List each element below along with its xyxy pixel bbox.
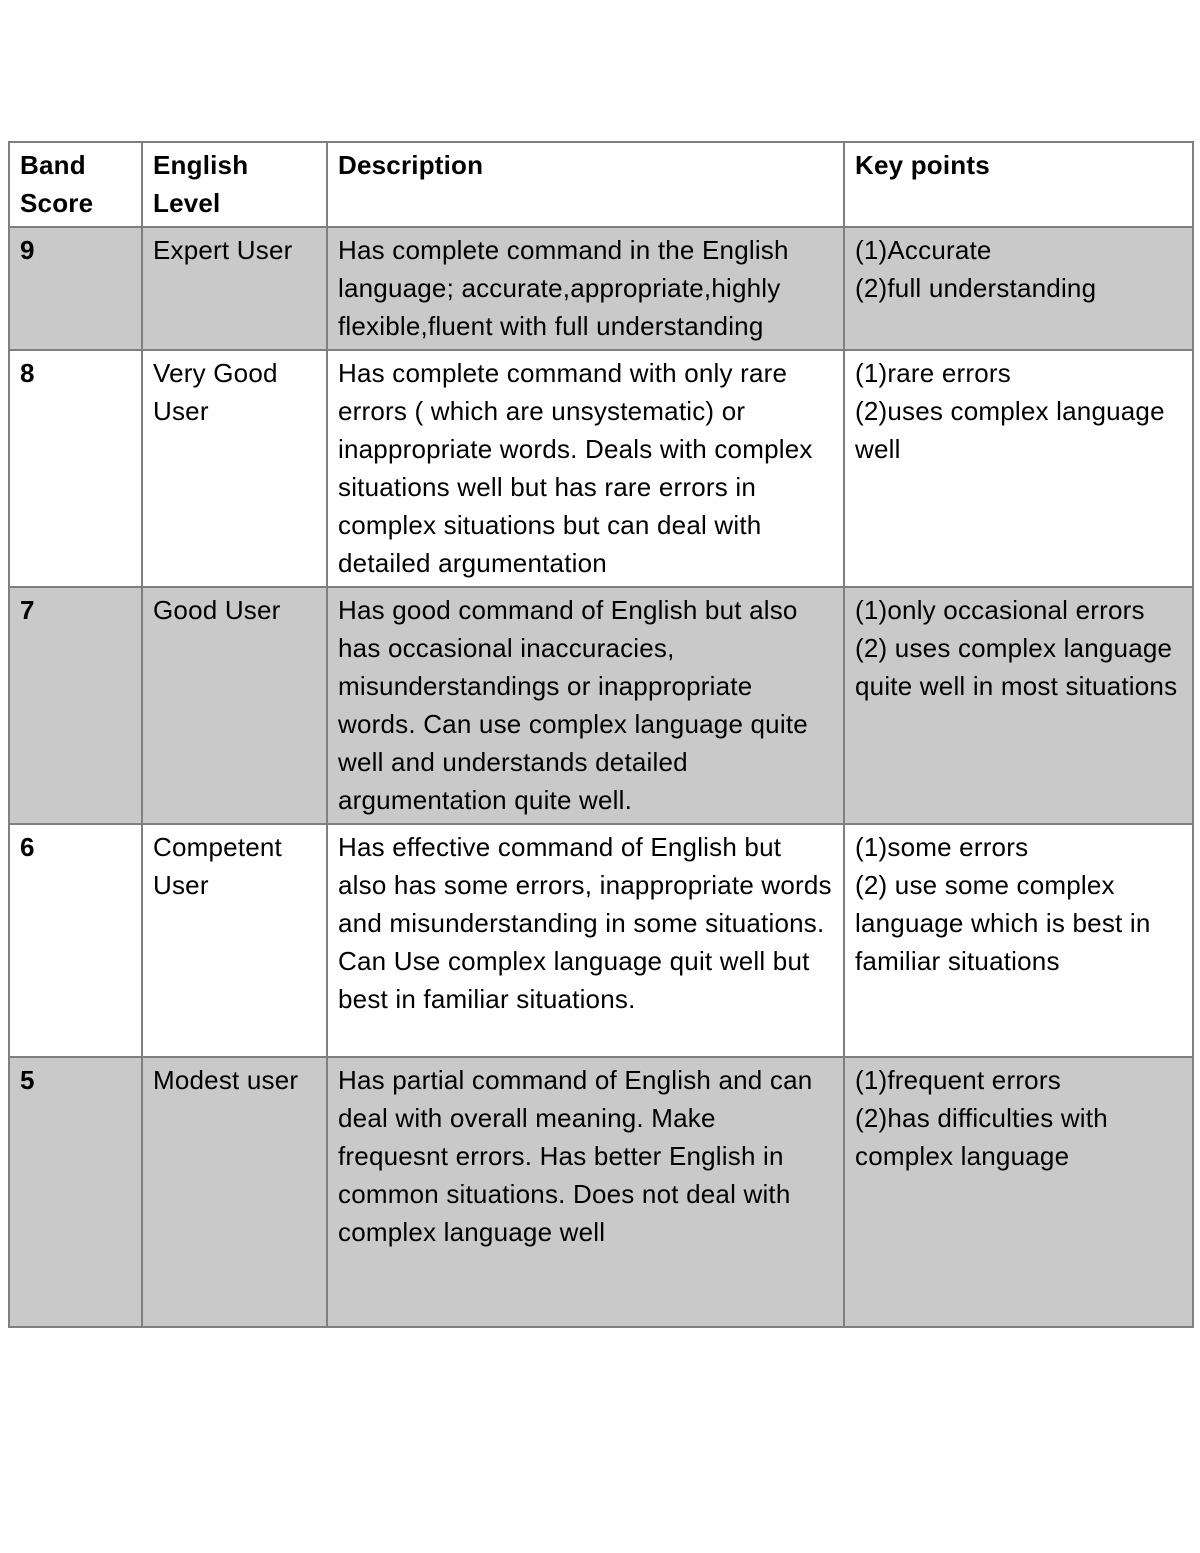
table-row [9, 587, 1193, 824]
description-cell: Has partial command of English and can deal with overall meaning. Make frequesnt errors. Has better English in common situations. Does not deal with complex language well [327, 1057, 844, 1327]
band-score-cell: 7 [9, 587, 142, 824]
english-level-cell: Competent User [142, 824, 327, 1057]
key-point: (1)some errors [855, 832, 1029, 862]
band-score-cell: 9 [9, 227, 142, 350]
table-row [9, 1057, 1193, 1327]
key-points-cell [844, 227, 1193, 350]
table-header-row [9, 142, 1193, 227]
key-point: (2)full understanding [855, 273, 1097, 303]
description-cell: Has effective command of English but also has some errors, inappropriate words and misunderstanding in some situations. Can Use complex language quit well but best in familiar situations. [327, 824, 844, 1057]
description-cell: Has complete command with only rare errors ( which are unsystematic) or inappropriate words. Deals with complex situations well but has rare errors in complex situations but can deal with detailed argumentation [327, 350, 844, 587]
key-points-cell [844, 350, 1193, 587]
table-row [9, 824, 1193, 1057]
english-level-cell: Good User [142, 587, 327, 824]
band-score-cell: 5 [9, 1057, 142, 1327]
header-english-level: English Level [142, 142, 327, 227]
key-point: (2)has difficulties with complex language [855, 1103, 1108, 1171]
table-row [9, 227, 1193, 350]
description-cell: Has good command of English but also has occasional inaccuracies, misunderstandings or inappropriate words. Can use complex language quite well and understands detailed argumentation quite well. [327, 587, 844, 824]
key-point: (2) use some complex language which is best in familiar situations [855, 870, 1151, 976]
key-point: (1)Accurate [855, 235, 992, 265]
header-key-points: Key points [844, 142, 1193, 227]
band-score-table [8, 141, 1194, 1328]
band-score-cell: 6 [9, 824, 142, 1057]
key-point: (2)uses complex language well [855, 396, 1165, 464]
key-points-cell [844, 1057, 1193, 1327]
key-point: (1)only occasional errors [855, 595, 1145, 625]
key-point: (1)rare errors [855, 358, 1011, 388]
key-points-cell [844, 824, 1193, 1057]
english-level-cell: Very Good User [142, 350, 327, 587]
english-level-cell: Expert User [142, 227, 327, 350]
english-level-cell: Modest user [142, 1057, 327, 1327]
key-point: (1)frequent errors [855, 1065, 1061, 1095]
description-cell: Has complete command in the English language; accurate,appropriate,highly flexible,fluent with full understanding [327, 227, 844, 350]
key-points-cell [844, 587, 1193, 824]
key-point: (2) uses complex language quite well in most situations [855, 633, 1178, 701]
table-row [9, 350, 1193, 587]
header-description: Description [327, 142, 844, 227]
band-score-cell: 8 [9, 350, 142, 587]
header-band-score: Band Score [9, 142, 142, 227]
